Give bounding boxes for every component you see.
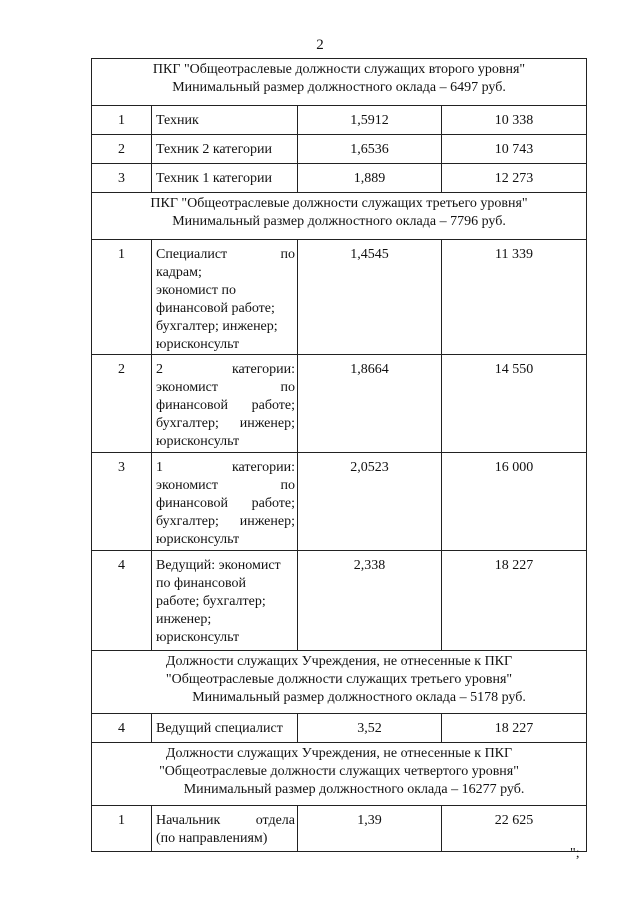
page-number: 2 bbox=[316, 37, 324, 53]
row-number: 2 bbox=[92, 355, 152, 453]
group-header-line: Минимальный размер должностного оклада – 7796 руб. bbox=[172, 214, 506, 229]
position-name-line: по финансовой bbox=[156, 576, 246, 591]
position-name bbox=[152, 714, 298, 743]
position-name-line: Ведущий специалист bbox=[156, 721, 283, 736]
table-row bbox=[92, 355, 587, 453]
group-header-line: Минимальный размер должностного оклада – 5178 руб. bbox=[192, 690, 526, 705]
group-header-line: Должности служащих Учреждения, не отнесенные к ПКГ bbox=[165, 746, 513, 761]
group-header bbox=[92, 651, 587, 714]
position-name-line: бухгалтер; инженер; bbox=[156, 319, 278, 334]
row-number: 1 bbox=[92, 806, 152, 852]
position-name-line: Начальник отдела bbox=[156, 813, 295, 828]
salary-cell: 16 000 bbox=[442, 453, 587, 551]
position-name bbox=[152, 106, 298, 135]
position-name bbox=[152, 551, 298, 651]
salary-cell: 11 339 bbox=[442, 240, 587, 355]
coefficient-cell: 1,4545 bbox=[298, 240, 442, 355]
table-row bbox=[92, 806, 587, 852]
position-name-line: финансовой работе; bbox=[156, 301, 275, 316]
position-name-line: экономист по bbox=[156, 478, 295, 493]
group-header-row bbox=[92, 651, 587, 714]
coefficient-cell: 1,39 bbox=[298, 806, 442, 852]
group-header-row bbox=[92, 743, 587, 806]
salary-cell: 18 227 bbox=[442, 714, 587, 743]
position-name-line: работе; бухгалтер; bbox=[156, 594, 266, 609]
position-name-line: Специалист по bbox=[156, 247, 295, 262]
position-name-line: Техник 1 категории bbox=[156, 171, 272, 186]
salary-table bbox=[91, 58, 587, 852]
salary-cell: 14 550 bbox=[442, 355, 587, 453]
salary-cell: 18 227 bbox=[442, 551, 587, 651]
row-number: 2 bbox=[92, 135, 152, 164]
position-name-line: 2 категории: bbox=[156, 362, 295, 377]
coefficient-cell: 1,6536 bbox=[298, 135, 442, 164]
position-name bbox=[152, 806, 298, 852]
row-number: 4 bbox=[92, 551, 152, 651]
group-header-line: "Общеотраслевые должности служащих четвертого уровня" bbox=[159, 764, 519, 779]
position-name-line: финансовой работе; bbox=[156, 496, 295, 511]
salary-cell: 22 625 bbox=[442, 806, 587, 852]
group-header-line: Должности служащих Учреждения, не отнесенные к ПКГ bbox=[165, 654, 513, 669]
position-name bbox=[152, 135, 298, 164]
position-name-line: экономист по bbox=[156, 380, 295, 395]
position-name-line: юрисконсульт bbox=[156, 434, 240, 449]
salary-cell: 10 338 bbox=[442, 106, 587, 135]
group-header bbox=[92, 59, 587, 106]
coefficient-cell: 1,889 bbox=[298, 164, 442, 193]
group-header-line: Минимальный размер должностного оклада – 6497 руб. bbox=[172, 80, 506, 95]
row-number: 1 bbox=[92, 240, 152, 355]
position-name bbox=[152, 453, 298, 551]
position-name-line: бухгалтер; инженер; bbox=[156, 514, 295, 529]
table-row bbox=[92, 453, 587, 551]
coefficient-cell: 3,52 bbox=[298, 714, 442, 743]
table-row bbox=[92, 164, 587, 193]
table-row bbox=[92, 551, 587, 651]
position-name-line: Техник bbox=[156, 113, 199, 128]
group-header bbox=[92, 193, 587, 240]
coefficient-cell: 1,5912 bbox=[298, 106, 442, 135]
position-name-line: (по направлениям) bbox=[156, 831, 268, 846]
group-header-row bbox=[92, 193, 587, 240]
row-number: 3 bbox=[92, 453, 152, 551]
group-header-line: ПКГ "Общеотраслевые должности служащих третьего уровня" bbox=[150, 196, 528, 211]
position-name-line: инженер; bbox=[156, 612, 212, 627]
group-header bbox=[92, 743, 587, 806]
closing-quote-mark: "; bbox=[570, 846, 580, 861]
position-name bbox=[152, 240, 298, 355]
position-name-line: Ведущий: экономист bbox=[156, 558, 281, 573]
coefficient-cell: 2,338 bbox=[298, 551, 442, 651]
table-row bbox=[92, 240, 587, 355]
position-name-line: кадрам; bbox=[156, 265, 202, 280]
position-name-line: экономист по bbox=[156, 283, 237, 298]
position-name bbox=[152, 164, 298, 193]
row-number: 3 bbox=[92, 164, 152, 193]
position-name-line: 1 категории: bbox=[156, 460, 295, 475]
salary-cell: 12 273 bbox=[442, 164, 587, 193]
coefficient-cell: 1,8664 bbox=[298, 355, 442, 453]
position-name-line: финансовой работе; bbox=[156, 398, 295, 413]
position-name-line: Техник 2 категории bbox=[156, 142, 272, 157]
group-header-row bbox=[92, 59, 587, 106]
group-header-line: Минимальный размер должностного оклада – 16277 руб. bbox=[183, 782, 525, 797]
position-name-line: бухгалтер; инженер; bbox=[156, 416, 295, 431]
table-row bbox=[92, 714, 587, 743]
salary-cell: 10 743 bbox=[442, 135, 587, 164]
row-number: 1 bbox=[92, 106, 152, 135]
position-name bbox=[152, 355, 298, 453]
table-row bbox=[92, 106, 587, 135]
position-name-line: юрисконсульт bbox=[156, 532, 240, 547]
group-header-line: "Общеотраслевые должности служащих третьего уровня" bbox=[165, 672, 513, 687]
coefficient-cell: 2,0523 bbox=[298, 453, 442, 551]
row-number: 4 bbox=[92, 714, 152, 743]
table-row bbox=[92, 135, 587, 164]
group-header-line: ПКГ "Общеотраслевые должности служащих второго уровня" bbox=[152, 62, 526, 77]
position-name-line: юрисконсульт bbox=[156, 337, 240, 352]
position-name-line: юрисконсульт bbox=[156, 630, 240, 645]
